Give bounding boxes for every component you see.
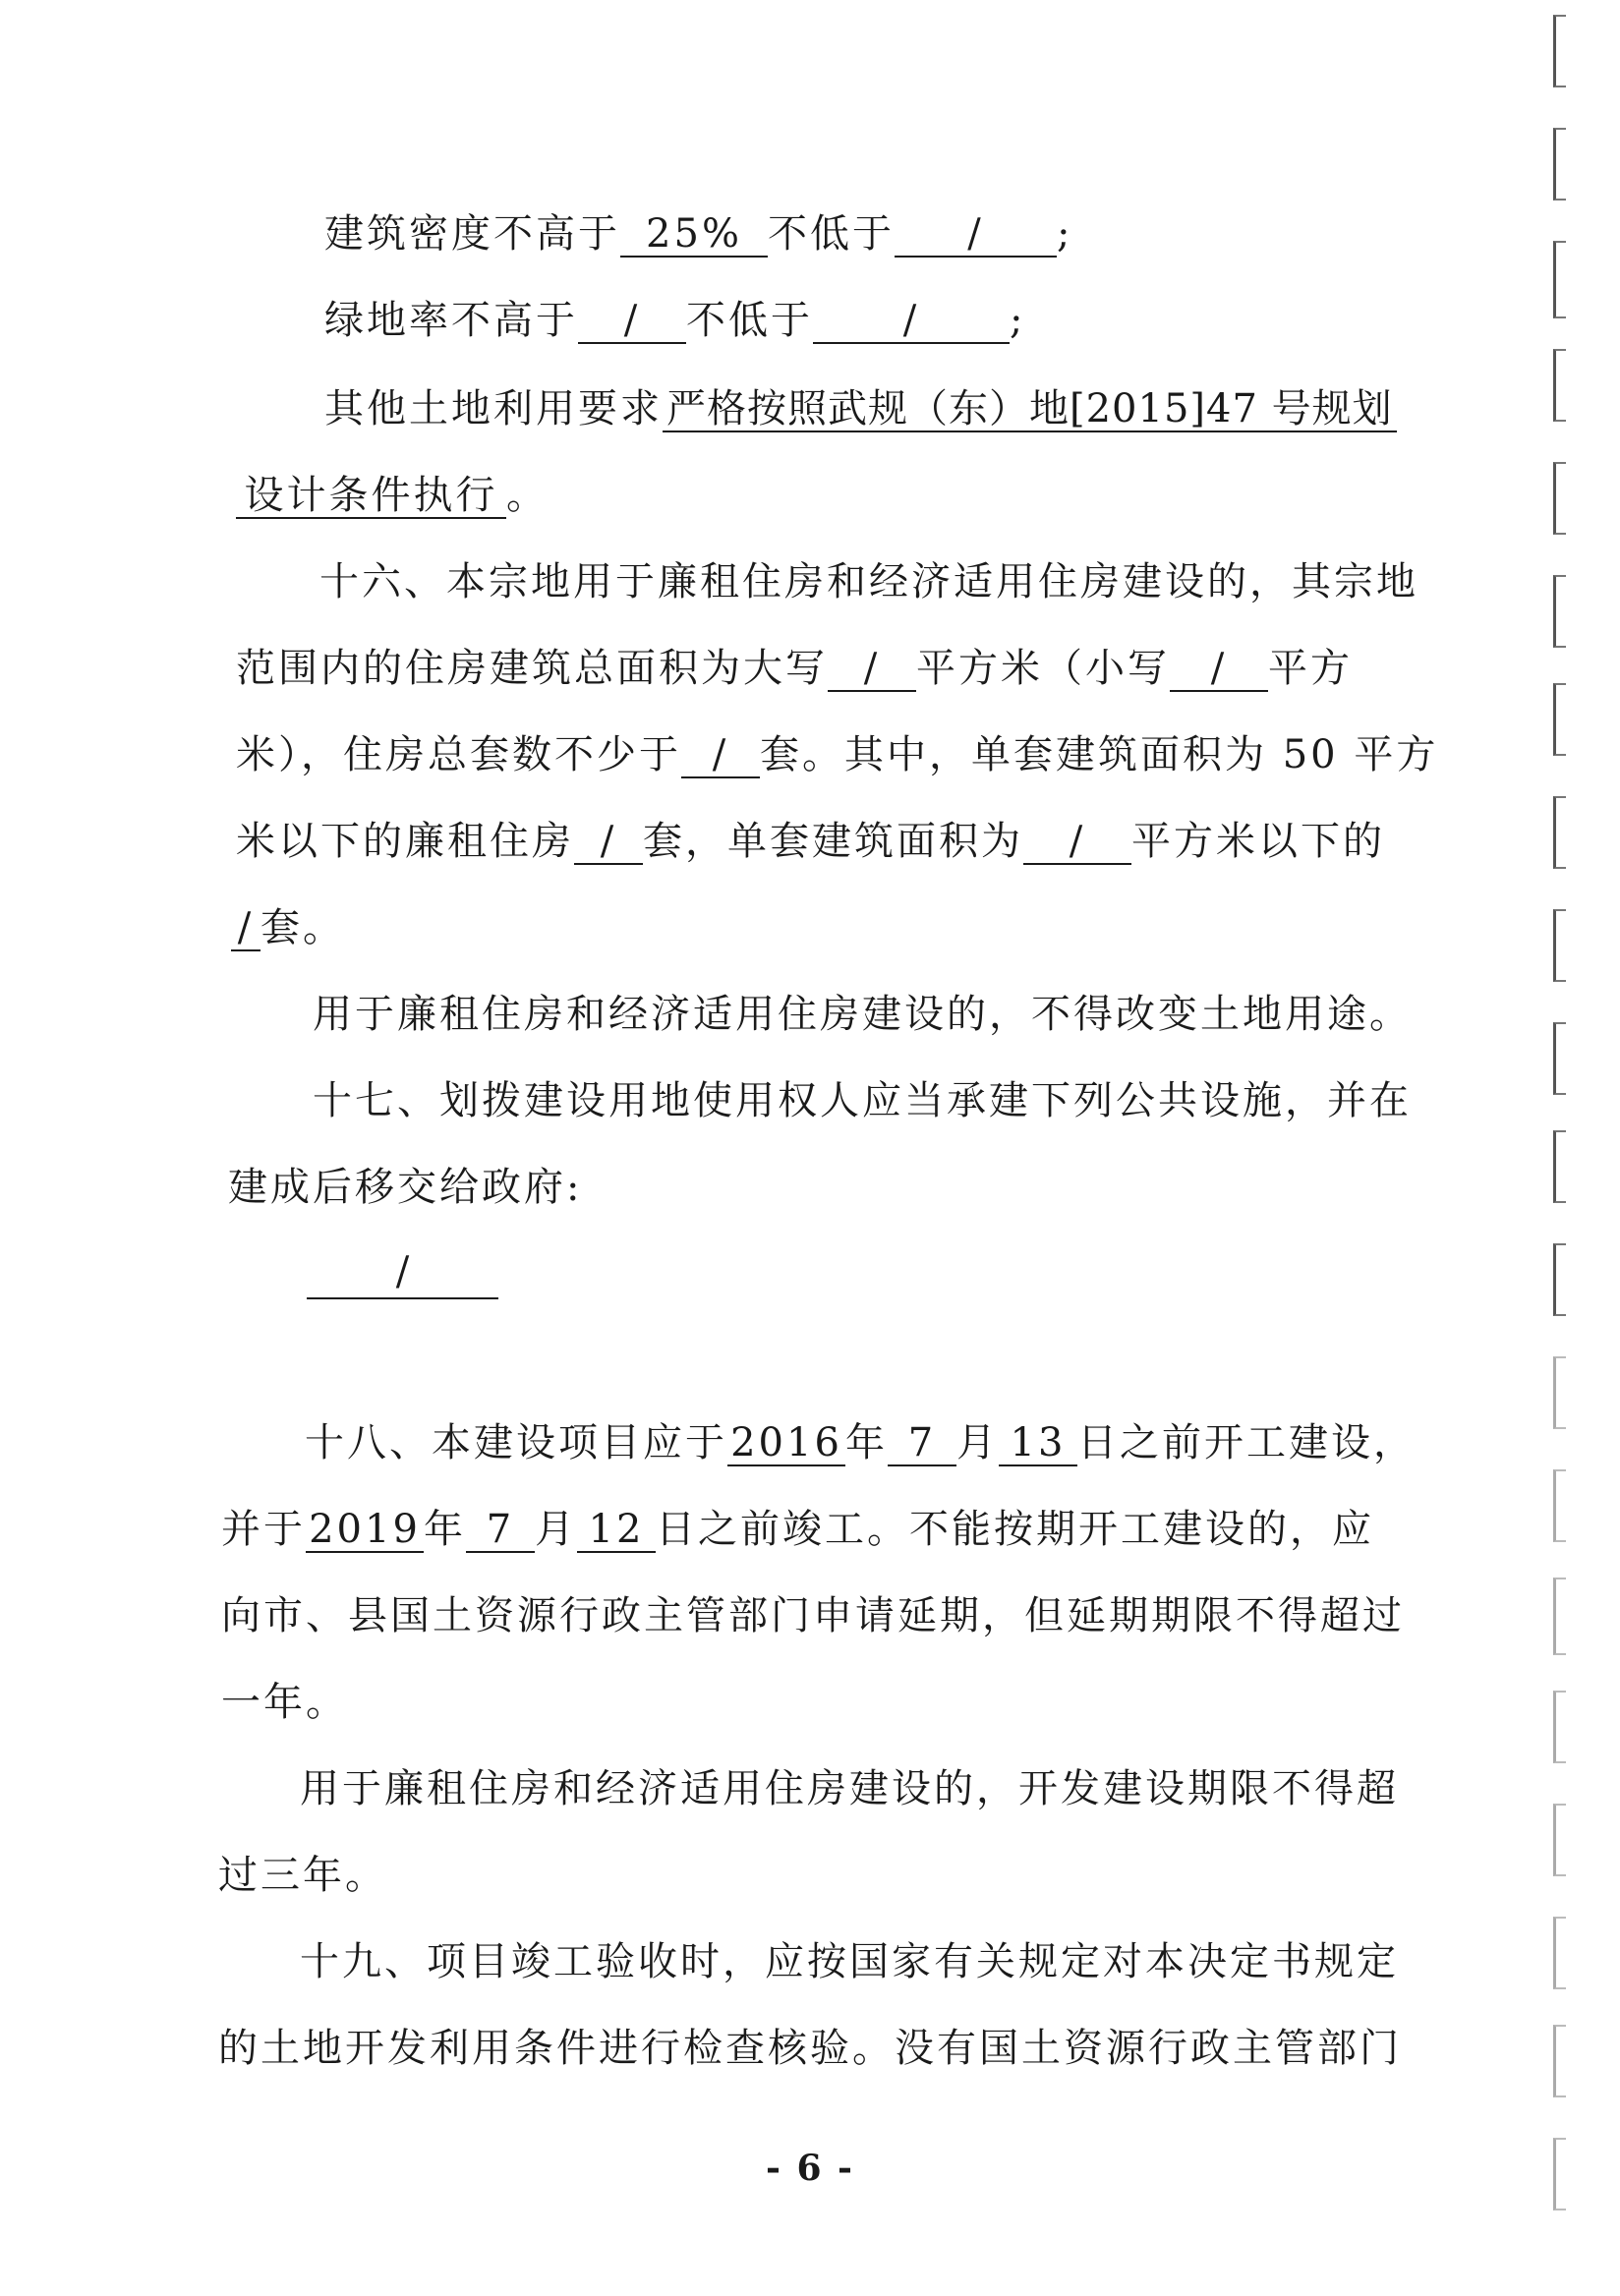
- binding-mark: [1553, 575, 1566, 648]
- text-segment: 日之前开工建设，: [1077, 1420, 1416, 1465]
- text-segment: 月: [535, 1507, 577, 1552]
- fill-blank: 13: [999, 1421, 1077, 1466]
- clause-18-start-line: [305, 1417, 1416, 1468]
- text-segment: 建成后移交给政府:: [228, 1165, 583, 1210]
- text-segment: 十六、本宗地用于廉租住房和经济适用住房建设的，其宗地: [319, 559, 1418, 604]
- binding-mark: [1553, 1243, 1566, 1316]
- binding-mark: [1553, 796, 1566, 869]
- clause-19-cont-line: [218, 2023, 1402, 2074]
- clause-16-area-line: [236, 643, 1353, 694]
- fill-blank: 2019: [306, 1508, 424, 1553]
- fill-blank: /: [813, 299, 1010, 344]
- binding-mark: [1553, 1578, 1566, 1655]
- text-segment: 套。: [260, 905, 345, 950]
- public-facilities-blank: /: [307, 1246, 498, 1299]
- fill-blank: /: [578, 299, 686, 344]
- text-segment: 平方米（小写: [916, 646, 1170, 691]
- binding-mark: [1553, 683, 1566, 756]
- text-segment: 年: [845, 1420, 888, 1465]
- fill-blank: 25%: [620, 212, 768, 258]
- fill-blank: 7: [466, 1508, 535, 1553]
- other-requirements-cont: [236, 470, 549, 521]
- other-requirements-line: [324, 383, 1397, 434]
- text-segment: 十九、项目竣工验收时，应按国家有关规定对本决定书规定: [300, 1939, 1399, 1984]
- text-segment: 其他土地利用要求: [324, 386, 663, 431]
- text-segment: ;: [1057, 211, 1073, 257]
- binding-mark: [1553, 1804, 1566, 1876]
- text-segment: 向市、县国土资源行政主管部门申请延期，但延期期限不得超过: [221, 1593, 1405, 1638]
- text-segment: 米），住房总套数不少于: [236, 732, 681, 777]
- clause-19-line: [300, 1936, 1399, 1987]
- binding-mark: [1553, 241, 1566, 318]
- binding-mark: [1553, 1691, 1566, 1763]
- binding-mark: [1553, 128, 1566, 201]
- clause-18-extension-line: [221, 1590, 1405, 1641]
- fill-blank: /: [231, 906, 260, 951]
- clause-18-extension-end: [221, 1677, 348, 1728]
- fill-blank: 设计条件执行: [236, 474, 506, 519]
- text-segment: 套。其中，单套建筑面积为 50 平方: [760, 732, 1439, 777]
- clause-18-lowrent-line: [300, 1763, 1399, 1814]
- text-segment: 绿地率不高于: [324, 298, 578, 343]
- text-segment: 范围内的住房建筑总面积为大写: [236, 646, 828, 691]
- fill-blank: /: [828, 647, 916, 692]
- binding-mark: [1553, 909, 1566, 982]
- fill-blank: /: [1023, 820, 1131, 865]
- binding-mark: [1553, 15, 1566, 87]
- text-segment: 用于廉租住房和经济适用住房建设的，不得改变土地用途。: [313, 992, 1412, 1037]
- text-segment: 不低于: [686, 298, 813, 343]
- binding-mark: [1553, 462, 1566, 535]
- fill-blank: /: [895, 212, 1057, 258]
- fill-blank: /: [574, 820, 643, 865]
- binding-mark: [1553, 1130, 1566, 1203]
- clause-16-usage-line: [313, 989, 1412, 1040]
- clause-17-cont-line: [228, 1162, 582, 1213]
- green-ratio-line: [324, 295, 1025, 346]
- building-density-line: [324, 208, 1072, 259]
- text-segment: 一年。: [221, 1680, 348, 1725]
- binding-mark: [1553, 1469, 1566, 1542]
- text-segment: 平方米以下的: [1131, 819, 1385, 864]
- fill-blank: /: [681, 733, 760, 778]
- binding-margin-marks: [1553, 0, 1612, 2296]
- fill-blank: 严格按照武规（东）地[2015]47 号规划: [663, 387, 1397, 432]
- text-segment: 十七、划拨建设用地使用权人应当承建下列公共设施，并在: [313, 1078, 1412, 1123]
- fill-blank: 12: [577, 1508, 656, 1553]
- clause-18-lowrent-end: [218, 1850, 387, 1901]
- page-number: - 6 -: [766, 2148, 854, 2189]
- text-segment: ;: [1010, 298, 1026, 343]
- text-segment: 月: [956, 1420, 999, 1465]
- text-segment: 。: [506, 473, 549, 518]
- binding-mark: [1553, 2138, 1566, 2210]
- binding-mark: [1553, 1356, 1566, 1429]
- text-segment: 不低于: [768, 211, 895, 257]
- text-segment: 过三年。: [218, 1853, 387, 1898]
- text-segment: 建筑密度不高于: [324, 211, 620, 257]
- clause-16-lowrent-line: [236, 816, 1385, 867]
- text-segment: 套，单套建筑面积为: [643, 819, 1023, 864]
- clause-16-units-line: [236, 729, 1438, 780]
- text-segment: 用于廉租住房和经济适用住房建设的，开发建设期限不得超: [300, 1766, 1399, 1811]
- text-segment: 并于: [221, 1507, 306, 1552]
- binding-mark: [1553, 1022, 1566, 1095]
- clause-17-line: [313, 1075, 1412, 1126]
- fill-blank: 2016: [727, 1421, 845, 1466]
- text-segment: 年: [424, 1507, 466, 1552]
- text-segment: 日之前竣工。不能按期开工建设的，应: [656, 1507, 1374, 1552]
- text-segment: 米以下的廉租住房: [236, 819, 574, 864]
- binding-mark: [1553, 349, 1566, 422]
- fill-blank: 7: [888, 1421, 956, 1466]
- fill-blank: /: [1170, 647, 1268, 692]
- binding-mark: [1553, 2025, 1566, 2097]
- clause-16-end-line: [231, 902, 345, 953]
- binding-mark: [1553, 1917, 1566, 1989]
- text-segment: 十八、本建设项目应于: [305, 1420, 727, 1465]
- clause-16-line: [319, 556, 1418, 607]
- text-segment: 平方: [1268, 646, 1353, 691]
- text-segment: 的土地开发利用条件进行检查核验。没有国土资源行政主管部门: [218, 2026, 1402, 2071]
- clause-18-finish-line: [221, 1504, 1374, 1555]
